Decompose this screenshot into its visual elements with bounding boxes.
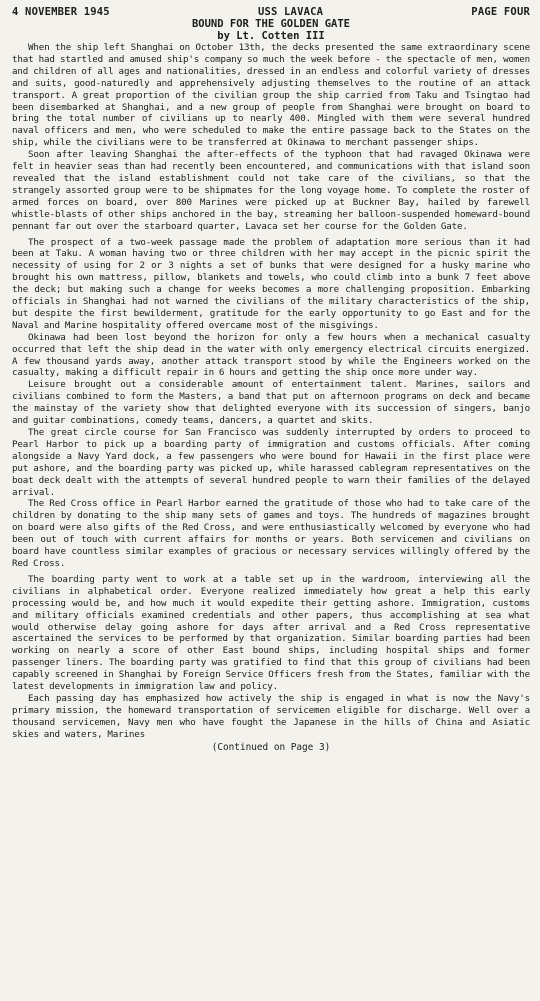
paragraph: Leisure brought out a considerable amount of entertainment talent. Marines, sailors and civilians combined to form the Masters, a band that put on afternoon programs on deck and became the mainstay of the variety show that delighted everyone with its succession of singers, banjo and guitar combinations, comedy teams, dancers, a quartet and skits. [12, 379, 530, 427]
page-label: PAGE FOUR [471, 6, 530, 18]
article-byline: by Lt. Cotten III [217, 30, 325, 42]
ship-name: USS LAVACA [257, 6, 324, 18]
article-body [12, 42, 530, 741]
article-title: BOUND FOR THE GOLDEN GATE [191, 18, 351, 30]
paragraph: The Red Cross office in Pearl Harbor earned the gratitude of those who had to take care of the children by donating to the ship many sets of games and toys. The hundreds of magazines brought on board were also gifts of the Red Cross, and were enthusiastically welcomed by everyone who had been out of touch with current affairs for months or years. Both servicemen and civilians on board have countless similar examples of gracious or necessary services willingly offered by the Red Cross. [12, 498, 530, 569]
continued-note: (Continued on Page 3) [211, 741, 331, 753]
paragraph: The prospect of a two-week passage made the problem of adaptation more serious than it had been at Taku. A woman having two or three children with her may accept in the picnic spirit the necessity of using for 2 or 3 nights a set of bunks that were designed for a husky marine who brought his own mattress, pillow, blankets and towels, who could climb into a bunk 7 feet above the deck; but making such a change for weeks becomes a more challenging proposition. Embarking officials in Shanghai had not warned the civilians of the military characteristics of the ship, but despite the first bewilderment, gratitude for the early opportunity to go East and for the Naval and Marine hospitality offered overcame most of the misgivings. [12, 236, 530, 331]
paragraph: The boarding party went to work at a table set up in the wardroom, interviewing all the civilians in alphabetical order. Everyone realized immediately how great a help this early processing would be, and how much it would expedite their getting ashore. Immigration, customs and military officials examined credentials and other papers, thus accomplishing at sea what would otherwise delay going ashore for days after arrival and a Red Cross representative ascertained the services to be performed by that organization. Similar boarding parties had been working on nearly a score of other East bound ships, including hospital ships and former passenger liners. The boarding party was gratified to find that this group of civilians had been capably screened in Shanghai by Foreign Service Officers fresh from the States, familiar with the latest developments in immigration law and policy. [12, 573, 530, 693]
paragraph: Okinawa had been lost beyond the horizon for only a few hours when a mechanical casualty occurred that left the ship dead in the water with only emergency electrical circuits energized. A few thousand yards away, another attack transport stood by while the Engineers worked on the casualty, making a difficult repair in 6 hours and getting the ship once more under way. [12, 331, 530, 379]
paragraph: Soon after leaving Shanghai the after-effects of the typhoon that had ravaged Okinawa were felt in heavier seas than had recently been encountered, and communications with that island soon revealed that the island establishment could not take care of the civilians, so that the strangely assorted group were to be shipmates for the long voyage home. To complete the roster of armed forces on board, over 800 Marines were picked up at Buckner Bay, hailed by farewell whistle-blasts of other ships anchored in the bay, streaming her balloon-suspended homeward-bound pennant far out over the starboard quarter, Lavaca set her course for the Golden Gate. [12, 149, 530, 232]
paragraph: The great circle course for San Francisco was suddenly interrupted by orders to proceed to Pearl Harbor to pick up a boarding party of immigration and customs officials. After coming alongside a Navy Yard dock, a few passengers who were bound for Hawaii in the first place were put ashore, and the boarding party was picked up, while harassed cablegram representatives on the boat deck dealt with the attempts of several hundred people to warn their families of the delayed arrival. [12, 427, 530, 498]
paragraph: When the ship left Shanghai on October 13th, the decks presented the same extraordinary scene that had startled and amused ship's company so much the week before - the spectacle of men, women and children of all ages and nationalities, dressed in an endless and colorful variety of dresses and suits, good-naturedly and apprehensively adjusting themselves to the routine of an attack transport. A great proportion of the civilian group the ship carried from Taku and Tsingtao had been disembarked at Shanghai, and a new group of people from Shanghai were brought on board to bring the total number of civilians up to nearly 400. Mingled with them were several hundred naval officers and men, who were scheduled to make the entire passage back to the States on the ship, while the civilians were to be transferred at Okinawa to merchant passenger ships. [12, 42, 530, 149]
issue-date: 4 NOVEMBER 1945 [12, 6, 110, 18]
paragraph: Each passing day has emphasized how actively the ship is engaged in what is now the Navy's primary mission, the homeward transportation of servicemen eligible for discharge. Well over a thousand servicemen, Navy men who have fought the Japanese in the hills of China and Asiatic skies and waters, Marines [12, 692, 530, 740]
page-header [12, 6, 530, 18]
